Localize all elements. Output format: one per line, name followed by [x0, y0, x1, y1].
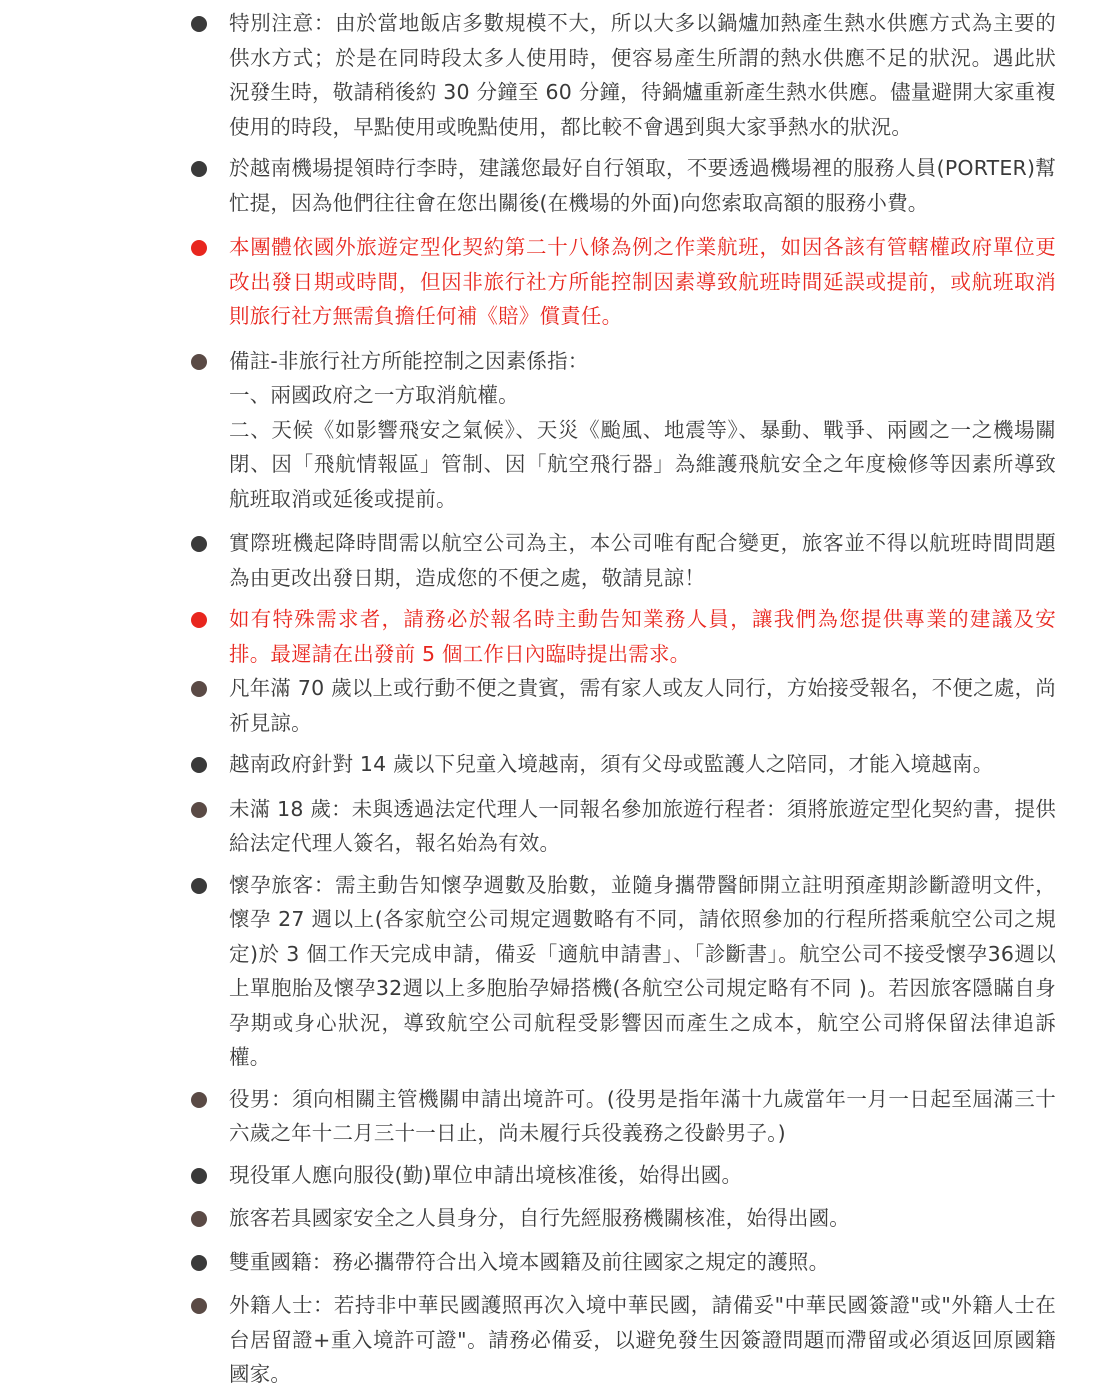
- item-text: 未滿 18 歲：未與透過法定代理人一同報名參加旅遊行程者：須將旅遊定型化契約書，提供給法定代理人簽名，報名始為有效。: [229, 796, 1056, 855]
- bullet-icon: [191, 1211, 207, 1227]
- bullet-icon: [191, 612, 207, 628]
- item-text: 外籍人士：若持非中華民國護照再次入境中華民國，請備妥"中華民國簽證"或"外籍人士在台居留證+重入境許可證"。請務必備妥，以避免發生因簽證問題而滯留或必須返回原國籍國家。: [229, 1293, 1056, 1386]
- list-item-active-military: [0, 1158, 1056, 1193]
- bullet-icon: [191, 1298, 207, 1314]
- list-item-remarks: [0, 344, 1056, 517]
- list-item-flight-times: [0, 526, 1056, 595]
- item-text: 本團體依國外旅遊定型化契約第二十八條為例之作業航班，如因各該有管轄權政府單位更改出發日期或時間，但因非旅行社方所能控制因素導致航班時間延誤或提前，或航班取消則旅行社方無需負擔任何補《賠》償責任。: [229, 235, 1056, 328]
- list-item-pregnancy: [0, 868, 1056, 1075]
- bullet-icon: [191, 878, 207, 894]
- bullet-icon: [191, 757, 207, 773]
- bullet-icon: [191, 240, 207, 256]
- bullet-icon: [191, 1255, 207, 1271]
- bullet-icon: [191, 354, 207, 370]
- item-text: 現役軍人應向服役(勤)單位申請出境核准後，始得出國。: [229, 1162, 743, 1187]
- bullet-icon: [191, 1092, 207, 1108]
- bullet-icon: [191, 161, 207, 177]
- list-item-children-entry: [0, 747, 1056, 782]
- list-item-special-requests: [0, 602, 1056, 671]
- bullet-icon: [191, 16, 207, 32]
- list-item-dual-nationality: [0, 1245, 1056, 1280]
- list-item-airport-luggage: [0, 151, 1056, 220]
- item-text: 役男：須向相關主管機關申請出境許可。(役男是指年滿十九歲當年一月一日起至屆滿三十六歲之年十二月三十一日止，尚未履行兵役義務之役齡男子。): [229, 1086, 1056, 1145]
- bullet-icon: [191, 681, 207, 697]
- bullet-icon: [191, 802, 207, 818]
- item-text: 凡年滿 70 歲以上或行動不便之貴賓，需有家人或友人同行，方始接受報名，不便之處，尚祈見諒。: [229, 676, 1056, 735]
- list-item-foreign-nationals: [0, 1288, 1056, 1392]
- item-text: 於越南機場提領時行李時，建議您最好自行領取，不要透過機場裡的服務人員(PORTER)幫忙提，因為他們往往會在您出關後(在機場的外面)向您索取高額的服務小費。: [229, 156, 1056, 215]
- remark-line: 一、兩國政府之一方取消航權。: [229, 383, 519, 407]
- list-item-hot-water: [0, 6, 1056, 144]
- item-text: 特別注意：由於當地飯店多數規模不大，所以大多以鍋爐加熱產生熱水供應方式為主要的供水方式；於是在同時段太多人使用時，便容易產生所謂的熱水供應不足的狀況。遇此狀況發生時，敬請稍後約 30 分鐘至 60 分鐘，待鍋爐重新產生熱水供應。儘量避開大家重複使用的時段，早點使用或晚點使用，都比較不會遇到與大家爭熱水的狀況。: [229, 11, 1056, 139]
- item-text: 懷孕旅客：需主動告知懷孕週數及胎數，並隨身攜帶醫師開立註明預產期診斷證明文件，懷孕 27 週以上(各家航空公司規定週數略有不同，請依照參加的行程所搭乘航空公司之規定)於 3 個工作天完成申請，備妥「適航申請書」、「診斷書」。航空公司不接受懷孕36週以上單胞胎及懷孕32週以上多胞胎孕婦搭機(各航空公司規定略有不同 )。若因旅客隱瞞自身孕期或身心狀況，導致航空公司航程受影響因而產生之成本，航空公司將保留法律追訴權。: [229, 872, 1056, 1069]
- bullet-icon: [191, 1168, 207, 1184]
- list-item-minors: [0, 792, 1056, 861]
- list-item-national-security: [0, 1201, 1056, 1236]
- item-text: 雙重國籍：務必攜帶符合出入境本國籍及前往國家之規定的護照。: [229, 1249, 830, 1274]
- item-text: 實際班機起降時間需以航空公司為主，本公司唯有配合變更，旅客並不得以航班時間問題為由更改出發日期，造成您的不便之處，敬請見諒！: [229, 531, 1056, 590]
- item-text: 如有特殊需求者，請務必於報名時主動告知業務人員，讓我們為您提供專業的建議及安排。最遲請在出發前 5 個工作日內臨時提出需求。: [229, 607, 1056, 666]
- bullet-icon: [191, 536, 207, 552]
- list-item-elderly-guests: [0, 671, 1056, 740]
- notice-list: [0, 6, 1099, 1392]
- remark-line: 二、天候《如影響飛安之氣候》、天災《颱風、地震等》、暴動、戰爭、兩國之一之機場關閉、因「飛航情報區」管制、因「航空飛行器」為維護飛航安全之年度檢修等因素所導致航班取消或延後或提前。: [229, 417, 1056, 511]
- list-item-military-service: [0, 1082, 1056, 1151]
- list-item-flight-change-notice: [0, 230, 1056, 334]
- remark-heading: 備註-非旅行社方所能控制之因素係指：: [229, 348, 589, 373]
- item-text: 旅客若具國家安全之人員身分，自行先經服務機關核准，始得出國。: [229, 1206, 850, 1230]
- item-text: 越南政府針對 14 歲以下兒童入境越南，須有父母或監護人之陪同，才能入境越南。: [229, 752, 994, 776]
